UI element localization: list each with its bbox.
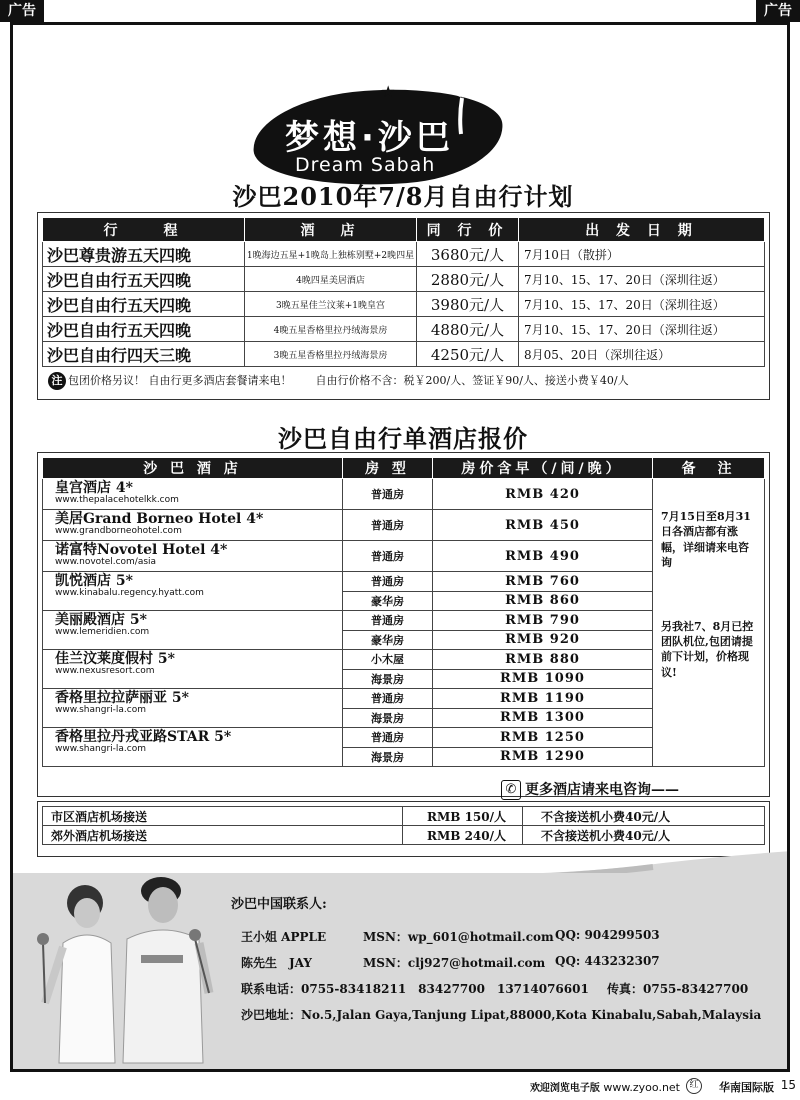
route-cell: 沙巴自由行五天四晚	[43, 267, 245, 292]
transfer-price: RMB 240/人	[403, 826, 523, 845]
dream-sabah-logo	[253, 80, 503, 188]
table-row	[43, 807, 765, 826]
route-cell: 沙巴自由行五天四晚	[43, 292, 245, 317]
contact-fax: 传真：0755-83427700	[607, 982, 749, 996]
hotel-name: 凯悦酒店 5*	[55, 573, 133, 589]
room-type-cell: 普通房	[343, 611, 433, 631]
remark-cell	[653, 479, 765, 767]
page-footer	[0, 1075, 800, 1100]
hotel-name-cell	[43, 650, 343, 689]
ad-label-left: 广告	[0, 0, 44, 22]
transfer-name: 市区酒店机场接送	[43, 807, 403, 826]
plan-table	[42, 217, 765, 367]
hotel-name: 皇宫酒店 4*	[55, 480, 133, 496]
route-cell: 沙巴自由行五天四晚	[43, 317, 245, 342]
plan-table-box	[37, 212, 770, 400]
col-hotel: 酒 店	[245, 218, 417, 242]
rate-cell: RMB 1300	[433, 708, 653, 728]
table-row	[43, 242, 765, 267]
hotel-table-header	[43, 458, 765, 479]
plan-title: 沙巴2010年7/8月自由行计划	[232, 182, 574, 211]
contact-msn: MSN：wp_601@hotmail.com	[363, 930, 554, 944]
hotel-cell: 4晚四星美居酒店	[245, 267, 417, 292]
hotel-table-box	[37, 452, 770, 797]
contact-qq: QQ: 904299503	[555, 928, 660, 942]
couple-photo	[23, 843, 223, 1072]
hotel-name: 美居Grand Borneo Hotel 4*	[55, 511, 264, 527]
hotel-name-cell	[43, 728, 343, 767]
hotel-name-cell	[43, 689, 343, 728]
col-remark: 备 注	[653, 458, 765, 479]
rate-cell: RMB 1090	[433, 669, 653, 689]
hotel-name-cell	[43, 479, 343, 510]
footer-site-label: 欢迎浏览电子版	[529, 1083, 600, 1094]
price-cell: 3980元/人	[417, 292, 519, 317]
logo-brand-chinese: 梦想·沙巴	[285, 118, 454, 158]
publication-logo-icon: 红	[686, 1078, 702, 1094]
price-cell: 4880元/人	[417, 317, 519, 342]
price-cell: 4250元/人	[417, 342, 519, 367]
phone-icon: ✆	[501, 780, 521, 800]
ad-label-right: 广告	[756, 0, 800, 22]
room-type-cell: 豪华房	[343, 591, 433, 611]
table-row	[43, 826, 765, 845]
hotel-name: 诺富特Novotel Hotel 4*	[55, 542, 228, 558]
logo-brand-english: Dream Sabah	[295, 154, 436, 176]
star-icon: ★	[381, 82, 396, 101]
table-row	[43, 292, 765, 317]
col-route: 行 程	[43, 218, 245, 242]
room-type-cell: 普通房	[343, 689, 433, 709]
rate-cell: RMB 920	[433, 630, 653, 650]
hotel-url: www.nexusresort.com	[55, 666, 155, 676]
date-cell: 7月10日（散拼）	[519, 242, 765, 267]
hotel-cell: 3晚五星香格里拉丹绒海景房	[245, 342, 417, 367]
col-price: 同 行 价	[417, 218, 519, 242]
rate-cell: RMB 860	[433, 591, 653, 611]
room-type-cell: 豪华房	[343, 630, 433, 650]
hotel-name: 美丽殿酒店 5*	[55, 612, 147, 628]
transfer-note: 不含接送机小费40元/人	[523, 807, 765, 826]
rate-cell: RMB 1190	[433, 689, 653, 709]
col-room-type: 房 型	[343, 458, 433, 479]
rate-cell: RMB 420	[433, 479, 653, 510]
hotel-url: www.thepalacehotelkk.com	[55, 495, 179, 505]
contact-person-2	[231, 954, 786, 980]
rate-cell: RMB 760	[433, 572, 653, 592]
transfer-note: 不含接送机小费40元/人	[523, 826, 765, 845]
table-row	[43, 317, 765, 342]
contact-address-line	[231, 1006, 786, 1032]
room-type-cell: 普通房	[343, 728, 433, 748]
hotel-cell: 4晚五星香格里拉丹绒海景房	[245, 317, 417, 342]
contact-name: 王小姐 APPLE	[241, 930, 327, 944]
top-bar	[0, 0, 800, 22]
footer-site	[530, 1079, 680, 1094]
rate-cell: RMB 790	[433, 611, 653, 631]
hotel-name-cell	[43, 510, 343, 541]
hotel-url: www.novotel.com/asia	[55, 557, 157, 567]
plan-table-header	[43, 218, 765, 242]
hotel-url: www.shangri-la.com	[55, 705, 146, 715]
page-number: 15	[780, 1078, 796, 1092]
contact-name: 陈先生 JAY	[241, 956, 312, 970]
transfer-table	[42, 806, 765, 845]
room-type-cell: 海景房	[343, 708, 433, 728]
plan-note	[48, 372, 763, 390]
hotel-url: www.shangri-la.com	[55, 744, 146, 754]
hotel-name-cell	[43, 541, 343, 572]
room-type-cell: 小木屋	[343, 650, 433, 670]
date-cell: 7月10、15、17、20日（深圳往返）	[519, 292, 765, 317]
hotels-title: 沙巴自由行单酒店报价	[278, 424, 528, 453]
contact-person-1	[231, 928, 786, 954]
rate-cell: RMB 490	[433, 541, 653, 572]
hotel-name-cell	[43, 572, 343, 611]
hotel-name-cell	[43, 611, 343, 650]
route-cell: 沙巴自由行四天三晚	[43, 342, 245, 367]
contact-phones: 联系电话：0755-83418211 83427700 13714076601	[241, 982, 589, 996]
table-row	[43, 267, 765, 292]
date-cell: 7月10、15、17、20日（深圳往返）	[519, 317, 765, 342]
rate-cell: RMB 1250	[433, 728, 653, 748]
hotel-name: 佳兰汶莱度假村 5*	[55, 651, 175, 667]
hotel-table	[42, 457, 765, 767]
contacts-title: 沙巴中国联系人:	[231, 897, 327, 912]
more-hotels-text: 更多酒店请来电咨询——	[525, 782, 679, 798]
contact-qq: QQ: 443232307	[555, 954, 660, 968]
contacts-block	[231, 893, 786, 1032]
col-hotel-name: 沙 巴 酒 店	[43, 458, 343, 479]
room-type-cell: 普通房	[343, 541, 433, 572]
col-rate: 房价含早（/间/晚）	[433, 458, 653, 479]
hotel-cell: 1晚海边五星+1晚岛上独栋别墅+2晚四星	[245, 242, 417, 267]
hotel-cell: 3晚五星佳兰汶莱+1晚皇宫	[245, 292, 417, 317]
plan-note-1: 包团价格另议！ 自由行更多酒店套餐请来电！	[68, 374, 292, 387]
hotel-name: 香格里拉拉萨丽亚 5*	[55, 690, 189, 706]
hotel-name: 香格里拉丹戎亚路STAR 5*	[55, 729, 232, 745]
remark-2: 另我社7、8月已控团队机位,包团请提前下计划，价格现议!	[661, 619, 754, 679]
room-type-cell: 普通房	[343, 572, 433, 592]
contact-address: 沙巴地址：No.5,Jalan Gaya,Tanjung Lipat,88000,Kota Kinabalu,Sabah,Malaysia	[241, 1008, 762, 1022]
date-cell: 7月10、15、17、20日（深圳往返）	[519, 267, 765, 292]
more-hotels-callout	[501, 779, 679, 800]
table-row	[43, 479, 765, 510]
hotel-url: www.grandborneohotel.com	[55, 526, 182, 536]
col-date: 出 发 日 期	[519, 218, 765, 242]
hotel-url: www.lemeridien.com	[55, 627, 150, 637]
remark-1: 7月15日至8月31日各酒店都有涨幅，详细请来电咨询	[661, 510, 751, 570]
ad-frame	[10, 22, 790, 1072]
plan-note-2: 自由行价格不含：税￥200/人、签证￥90/人、接送小费￥40/人	[315, 374, 629, 387]
hotel-url: www.kinabalu.regency.hyatt.com	[55, 588, 204, 598]
note-badge-icon: 注	[48, 372, 66, 390]
table-row	[43, 342, 765, 367]
room-type-cell: 海景房	[343, 669, 433, 689]
price-cell: 3680元/人	[417, 242, 519, 267]
route-cell: 沙巴尊贵游五天四晚	[43, 242, 245, 267]
rate-cell: RMB 880	[433, 650, 653, 670]
transfer-name: 郊外酒店机场接送	[43, 826, 403, 845]
footer-publication: 华南国际版	[719, 1081, 774, 1094]
rate-cell: RMB 1290	[433, 747, 653, 767]
price-cell: 2880元/人	[417, 267, 519, 292]
room-type-cell: 普通房	[343, 479, 433, 510]
contact-msn: MSN：clj927@hotmail.com	[363, 956, 546, 970]
room-type-cell: 普通房	[343, 510, 433, 541]
contact-phones-line	[231, 980, 786, 1006]
footer-site-url[interactable]: www.zyoo.net	[603, 1081, 680, 1094]
transfer-price: RMB 150/人	[403, 807, 523, 826]
date-cell: 8月05、20日（深圳往返）	[519, 342, 765, 367]
rate-cell: RMB 450	[433, 510, 653, 541]
room-type-cell: 海景房	[343, 747, 433, 767]
